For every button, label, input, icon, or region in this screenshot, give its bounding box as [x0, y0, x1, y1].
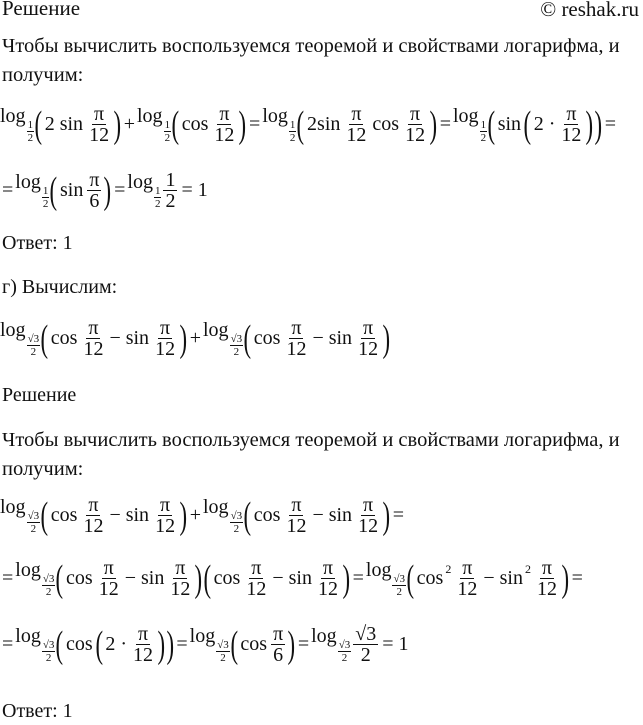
parenthesis: ): [287, 623, 296, 666]
fraction: [356, 495, 380, 536]
fraction: [455, 558, 479, 599]
numerator: √3: [42, 573, 55, 585]
fraction: [316, 558, 340, 599]
math-text: cos: [253, 327, 281, 349]
log-base: [230, 510, 244, 535]
exponent: 2: [524, 562, 531, 576]
math-text: =: [249, 113, 261, 135]
fraction: [97, 558, 121, 599]
section-heading-solution: Решение: [2, 0, 81, 20]
log-base: [338, 639, 352, 664]
math-text: =: [297, 633, 310, 655]
math-text: =: [2, 567, 14, 589]
denominator: 2: [164, 132, 171, 144]
fraction: [168, 558, 192, 599]
parenthesis: (: [95, 623, 103, 666]
equation: [0, 558, 585, 599]
log-base: [164, 119, 172, 144]
parenthesis: ): [382, 317, 391, 360]
math-text: =: [571, 567, 583, 589]
parenthesis: ): [179, 494, 188, 537]
parenthesis: (: [55, 623, 64, 666]
parenthesis: ): [113, 103, 122, 146]
math-text: cos: [66, 567, 93, 589]
denominator: 12: [214, 124, 235, 146]
answer: Ответ: 1: [2, 232, 73, 254]
fraction: [81, 318, 105, 359]
fraction: [559, 104, 583, 145]
fraction: [244, 558, 268, 599]
equation: [0, 170, 210, 211]
math-text: +: [123, 113, 135, 135]
math-text: +: [189, 504, 201, 526]
parenthesis: (: [523, 103, 532, 146]
fraction: [403, 104, 427, 145]
denominator: 2: [45, 652, 52, 664]
numerator: π: [219, 103, 230, 125]
numerator: √3: [217, 639, 229, 651]
denominator: 12: [317, 578, 338, 600]
math-text: cos: [372, 113, 400, 135]
log-base: [230, 333, 244, 358]
logarithm: [453, 105, 487, 144]
denominator: 12: [286, 515, 307, 537]
answer: Ответ: 1: [2, 700, 73, 722]
numerator: √3: [393, 573, 405, 585]
denominator: 2: [30, 346, 37, 358]
parenthesis: (: [203, 557, 212, 600]
numerator: π: [363, 317, 374, 339]
denominator: 12: [346, 124, 367, 146]
numerator: π: [363, 494, 374, 516]
parenthesis: ): [594, 103, 603, 146]
logarithm: [203, 319, 243, 358]
parenthesis: ): [179, 317, 188, 360]
math-text: − sin: [272, 567, 312, 589]
denominator: 12: [536, 578, 557, 600]
math-text: = 1: [181, 179, 208, 201]
math-text: cos: [66, 633, 93, 655]
numerator: π: [94, 103, 105, 125]
log-label: log: [137, 105, 163, 127]
equation: [0, 624, 411, 665]
log-label: log: [15, 625, 41, 647]
math-text: 2 sin: [44, 113, 84, 135]
denominator: 12: [83, 338, 104, 360]
denominator: 12: [246, 578, 267, 600]
denominator: 2: [154, 198, 161, 210]
fraction: [153, 318, 177, 359]
log-base: [480, 119, 488, 144]
parenthesis: (: [243, 494, 252, 537]
parenthesis: ): [382, 494, 391, 537]
numerator: √3: [42, 639, 55, 651]
fraction: [81, 495, 105, 536]
logarithm: [15, 171, 49, 210]
numerator: π: [566, 103, 577, 125]
logarithm: [311, 625, 351, 664]
parenthesis: ): [194, 557, 203, 600]
numerator: √3: [355, 623, 377, 645]
log-label: log: [203, 319, 229, 341]
logarithm: [0, 319, 40, 358]
numerator: 1: [289, 119, 296, 131]
numerator: √3: [230, 333, 243, 345]
log-label: log: [0, 319, 26, 341]
log-base: [216, 639, 230, 664]
numerator: π: [462, 557, 473, 579]
parenthesis: ): [561, 557, 570, 600]
denominator: 2: [360, 644, 371, 666]
parenthesis: (: [406, 557, 415, 600]
log-base: [154, 185, 162, 210]
denominator: 2: [289, 132, 296, 144]
numerator: π: [175, 557, 186, 579]
math-text: cos: [416, 567, 444, 589]
math-text: =: [114, 179, 126, 201]
log-base: [27, 119, 35, 144]
parenthesis: (: [487, 103, 496, 146]
fraction: [271, 624, 285, 665]
parenthesis: ): [157, 623, 166, 666]
math-text: +: [189, 327, 201, 349]
parenthesis: ): [166, 623, 174, 666]
parenthesis: (: [230, 623, 238, 666]
math-text: − sin: [483, 567, 523, 589]
numerator: 1: [164, 119, 171, 131]
fraction: [131, 624, 155, 665]
fraction: [212, 104, 236, 145]
numerator: √3: [27, 510, 40, 522]
numerator: π: [322, 557, 333, 579]
log-base: [392, 573, 406, 598]
numerator: 1: [154, 185, 161, 197]
log-label: log: [311, 625, 337, 647]
denominator: 6: [273, 644, 284, 666]
fraction: [163, 170, 177, 211]
parenthesis: (: [296, 103, 305, 146]
denominator: 2: [45, 586, 52, 598]
logarithm: [366, 559, 406, 598]
numerator: π: [251, 557, 262, 579]
math-text: =: [439, 113, 451, 135]
parenthesis: (: [40, 317, 49, 360]
parenthesis: (: [40, 494, 49, 537]
math-text: =: [604, 113, 616, 135]
log-base: [27, 333, 41, 358]
parenthesis: ): [585, 103, 594, 146]
parenthesis: (: [243, 317, 252, 360]
parenthesis: (: [34, 103, 43, 146]
log-label: log: [0, 105, 26, 127]
numerator: π: [541, 557, 552, 579]
log-base: [42, 185, 50, 210]
denominator: 2: [30, 523, 37, 535]
math-text: 2sin: [307, 113, 341, 135]
numerator: π: [89, 169, 100, 191]
fraction: [87, 104, 111, 145]
fraction: [535, 558, 559, 599]
fraction: [87, 170, 101, 211]
denominator: 12: [155, 338, 176, 360]
numerator: π: [160, 317, 171, 339]
denominator: 2: [220, 652, 226, 664]
numerator: 1: [165, 169, 176, 191]
math-text: cos: [181, 113, 209, 135]
denominator: 12: [89, 124, 110, 146]
parenthesis: (: [49, 169, 58, 212]
logarithm: [0, 496, 40, 535]
math-text: − sin: [109, 327, 150, 349]
parenthesis: ): [429, 103, 438, 146]
math-text: =: [2, 633, 14, 655]
fraction: [344, 104, 368, 145]
numerator: √3: [230, 510, 243, 522]
denominator: 12: [286, 338, 307, 360]
math-text: = 1: [382, 633, 409, 655]
numerator: π: [410, 103, 421, 125]
math-text: − sin: [124, 567, 165, 589]
math-text: − sin: [312, 327, 353, 349]
math-text: − sin: [109, 504, 150, 526]
denominator: 12: [155, 515, 176, 537]
intro-paragraph: Чтобы вычислить воспользуемся теоремой и свойствами логарифма, и получим:: [2, 429, 620, 480]
denominator: 2: [233, 346, 240, 358]
denominator: 2: [480, 132, 487, 144]
math-text: =: [176, 633, 188, 655]
equation: [0, 104, 618, 145]
math-text: cos: [253, 504, 281, 526]
log-label: log: [262, 105, 288, 127]
numerator: 1: [27, 119, 34, 131]
denominator: 12: [358, 338, 379, 360]
numerator: √3: [338, 639, 351, 651]
denominator: 2: [233, 523, 240, 535]
denominator: 2: [165, 190, 176, 212]
fraction: [353, 624, 378, 665]
parenthesis: ): [238, 103, 247, 146]
numerator: π: [137, 623, 149, 645]
log-label: log: [365, 559, 392, 581]
numerator: π: [273, 623, 284, 645]
fraction: [284, 318, 308, 359]
denominator: 2: [396, 586, 402, 598]
equation: [0, 318, 391, 359]
fraction: [284, 495, 308, 536]
numerator: π: [160, 494, 171, 516]
logarithm: [262, 105, 296, 144]
math-text: =: [352, 567, 364, 589]
fraction: [356, 318, 380, 359]
task-heading: г) Вычислим:: [2, 276, 118, 298]
numerator: π: [103, 557, 114, 579]
denominator: 6: [89, 190, 100, 212]
parenthesis: (: [55, 557, 64, 600]
math-text: cos: [213, 567, 241, 589]
logarithm: [15, 625, 55, 664]
math-text: 2 ·: [533, 113, 556, 135]
log-label: log: [15, 171, 41, 193]
numerator: π: [291, 317, 302, 339]
parenthesis: (: [171, 103, 180, 146]
numerator: 1: [480, 119, 487, 131]
log-label: log: [127, 171, 153, 193]
log-base: [42, 573, 56, 598]
numerator: π: [88, 317, 99, 339]
equation: [0, 495, 406, 536]
log-label: log: [203, 496, 229, 518]
logarithm: [127, 171, 161, 210]
denominator: 12: [561, 124, 582, 146]
log-base: [42, 639, 56, 664]
log-label: log: [15, 559, 41, 581]
logarithm: [137, 105, 171, 144]
math-text: cos: [50, 327, 78, 349]
numerator: π: [291, 494, 302, 516]
math-text: =: [392, 504, 404, 526]
logarithm: [0, 105, 34, 144]
intro-paragraph: Чтобы вычислить воспользуемся теоремой и свойствами логарифма, и получим:: [2, 35, 620, 86]
numerator: 1: [42, 185, 49, 197]
numerator: √3: [27, 333, 40, 345]
log-label: log: [453, 105, 479, 127]
logarithm: [190, 625, 230, 664]
logarithm: [203, 496, 243, 535]
math-text: cos: [50, 504, 78, 526]
section-heading-solution: Решение: [2, 384, 77, 406]
math-text: − sin: [312, 504, 353, 526]
denominator: 2: [341, 652, 348, 664]
math-text: 2 ·: [105, 633, 128, 655]
log-label: log: [189, 625, 216, 647]
numerator: π: [88, 494, 99, 516]
watermark: © reshak.ru: [540, 0, 639, 21]
numerator: π: [351, 103, 362, 125]
fraction: [153, 495, 177, 536]
denominator: 2: [42, 198, 49, 210]
parenthesis: ): [342, 557, 351, 600]
denominator: 12: [133, 644, 154, 666]
denominator: 12: [83, 515, 104, 537]
math-text: sin: [497, 113, 522, 135]
parenthesis: ): [103, 169, 112, 212]
denominator: 12: [405, 124, 426, 146]
log-label: log: [0, 496, 26, 518]
denominator: 12: [170, 578, 191, 600]
denominator: 12: [98, 578, 119, 600]
log-base: [27, 510, 41, 535]
exponent: 2: [445, 562, 452, 576]
math-text: sin: [60, 179, 84, 201]
math-text: cos: [240, 633, 268, 655]
denominator: 2: [27, 132, 34, 144]
denominator: 12: [358, 515, 379, 537]
logarithm: [15, 559, 55, 598]
log-base: [289, 119, 297, 144]
denominator: 12: [457, 578, 478, 600]
math-text: =: [2, 179, 14, 201]
